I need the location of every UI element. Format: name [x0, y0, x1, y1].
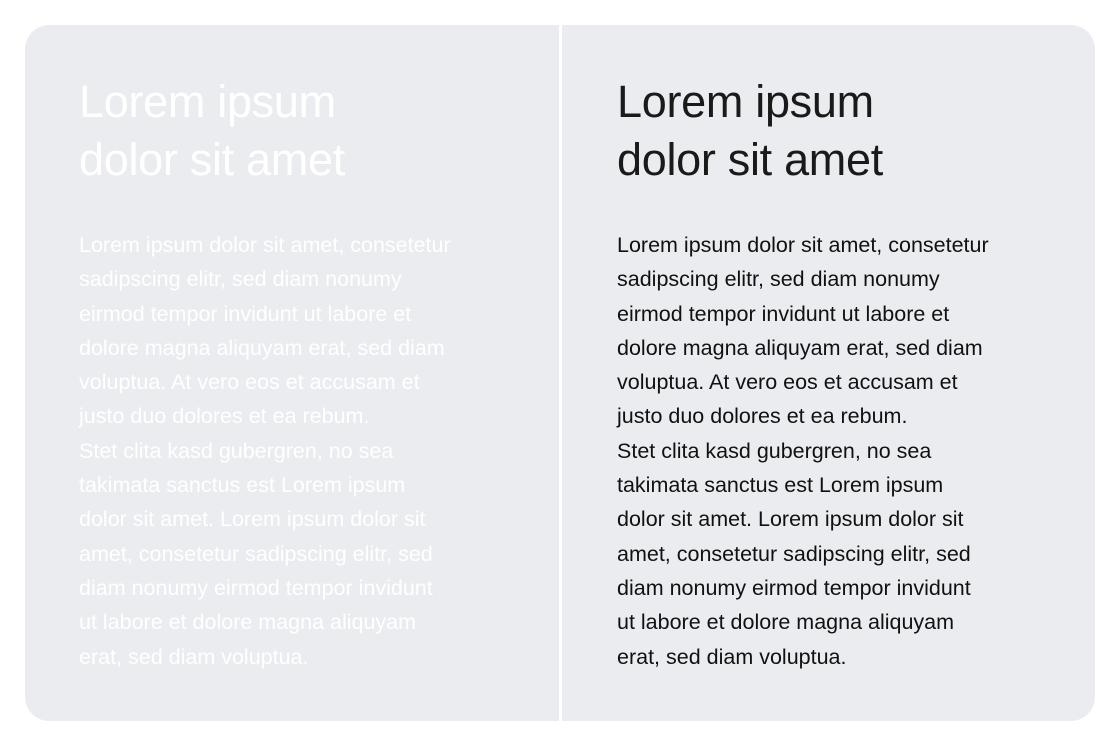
text-contrast-card	[25, 25, 1095, 721]
dark-text-panel	[617, 25, 1095, 674]
panel-divider	[559, 25, 562, 721]
dark-panel-body: Lorem ipsum dolor sit amet, consetetur sadipscing elitr, sed diam nonumy eirmod tempor invidunt ut labore et dolore magna aliquyam erat, sed diam voluptua. At vero eos et accusam et justo duo dolores et ea rebum. Stet clita kasd gubergren, no sea takimata sanctus est Lorem ipsum dolor sit amet. Lorem ipsum dolor sit amet, consetetur sadipscing elitr, sed diam nonumy eirmod tempor invidunt ut labore et dolore magna aliquyam erat, sed diam voluptua.	[617, 233, 989, 669]
light-text-panel	[79, 25, 559, 674]
light-panel-heading: Lorem ipsum dolor sit amet	[79, 76, 345, 185]
dark-panel-heading: Lorem ipsum dolor sit amet	[617, 76, 883, 185]
light-panel-body: Lorem ipsum dolor sit amet, consetetur sadipscing elitr, sed diam nonumy eirmod tempor invidunt ut labore et dolore magna aliquyam erat, sed diam voluptua. At vero eos et accusam et justo duo dolores et ea rebum. Stet clita kasd gubergren, no sea takimata sanctus est Lorem ipsum dolor sit amet. Lorem ipsum dolor sit amet, consetetur sadipscing elitr, sed diam nonumy eirmod tempor invidunt ut labore et dolore magna aliquyam erat, sed diam voluptua.	[79, 233, 451, 669]
